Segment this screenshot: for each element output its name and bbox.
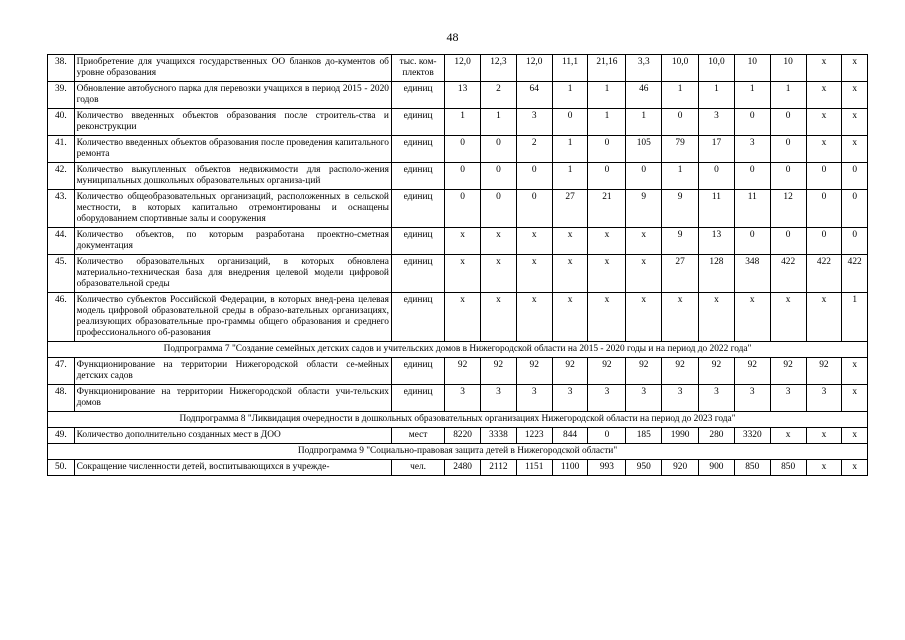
value-cell: х <box>516 228 552 255</box>
value-cell: 850 <box>734 460 770 476</box>
value-cell: 0 <box>770 163 806 190</box>
value-cell: 2480 <box>445 460 481 476</box>
value-cell: 1 <box>734 82 770 109</box>
value-cell: х <box>806 136 842 163</box>
value-cell: 92 <box>445 358 481 385</box>
value-cell: 2112 <box>481 460 517 476</box>
value-cell: 0 <box>445 190 481 228</box>
table-row <box>48 385 868 412</box>
value-cell: 1100 <box>552 460 588 476</box>
row-number: 48. <box>48 385 75 412</box>
value-cell: х <box>842 55 868 82</box>
value-cell: 17 <box>699 136 735 163</box>
value-cell: х <box>842 428 868 444</box>
value-cell: 0 <box>662 109 699 136</box>
value-cell: 0 <box>588 428 626 444</box>
value-cell: 1 <box>842 293 868 342</box>
value-cell: х <box>626 228 662 255</box>
unit-of-measure: единиц <box>391 109 444 136</box>
value-cell: 280 <box>699 428 735 444</box>
value-cell: 11 <box>699 190 735 228</box>
unit-of-measure: единиц <box>391 358 444 385</box>
value-cell: х <box>516 293 552 342</box>
value-cell: 1 <box>662 163 699 190</box>
unit-of-measure: единиц <box>391 82 444 109</box>
row-number: 42. <box>48 163 75 190</box>
value-cell: х <box>481 228 517 255</box>
indicator-description: Количество введенных объектов образования после строитель-ства и реконструкции <box>74 109 391 136</box>
value-cell: 950 <box>626 460 662 476</box>
value-cell: х <box>806 428 842 444</box>
table-body <box>48 55 868 476</box>
value-cell: 8220 <box>445 428 481 444</box>
value-cell: 0 <box>699 163 735 190</box>
value-cell: 1 <box>588 109 626 136</box>
value-cell: х <box>588 255 626 293</box>
value-cell: 0 <box>481 190 517 228</box>
value-cell: 2 <box>481 82 517 109</box>
value-cell: 92 <box>481 358 517 385</box>
value-cell: х <box>445 228 481 255</box>
row-number: 46. <box>48 293 75 342</box>
value-cell: х <box>588 293 626 342</box>
table-row <box>48 428 868 444</box>
value-cell: 9 <box>626 190 662 228</box>
table-row <box>48 255 868 293</box>
value-cell: 11,1 <box>552 55 588 82</box>
value-cell: 3 <box>588 385 626 412</box>
value-cell: 0 <box>588 163 626 190</box>
value-cell: 92 <box>516 358 552 385</box>
row-number: 41. <box>48 136 75 163</box>
value-cell: 1 <box>445 109 481 136</box>
value-cell: 79 <box>662 136 699 163</box>
row-number: 45. <box>48 255 75 293</box>
value-cell: 3 <box>699 109 735 136</box>
value-cell: 1 <box>770 82 806 109</box>
table-row <box>48 109 868 136</box>
value-cell: 0 <box>516 163 552 190</box>
value-cell: х <box>806 82 842 109</box>
value-cell: х <box>626 293 662 342</box>
value-cell: 12,0 <box>516 55 552 82</box>
value-cell: 92 <box>662 358 699 385</box>
value-cell: 850 <box>770 460 806 476</box>
value-cell: 185 <box>626 428 662 444</box>
value-cell: х <box>842 109 868 136</box>
row-number: 47. <box>48 358 75 385</box>
value-cell: 3 <box>516 385 552 412</box>
value-cell: х <box>806 293 842 342</box>
subprogram-row <box>48 342 868 358</box>
value-cell: 1 <box>552 136 588 163</box>
value-cell: х <box>552 255 588 293</box>
value-cell: х <box>445 293 481 342</box>
value-cell: х <box>445 255 481 293</box>
value-cell: 13 <box>699 228 735 255</box>
table-row <box>48 228 868 255</box>
value-cell: х <box>806 109 842 136</box>
table-row <box>48 190 868 228</box>
value-cell: 3 <box>770 385 806 412</box>
value-cell: х <box>481 255 517 293</box>
value-cell: 21 <box>588 190 626 228</box>
indicator-description: Количество субъектов Российской Федерации, в которых внед-рена целевая модель цифровой образовательной среды в образо-вательных организациях, реализующих образовательные про-граммы общего образования и среднего профессионального об-разования <box>74 293 391 342</box>
value-cell: 1 <box>699 82 735 109</box>
indicator-description: Приобретение для учащихся государственных ОО бланков до-кументов об уровне образования <box>74 55 391 82</box>
subprogram-title: Подпрограмма 7 "Создание семейных детских садов и учительских домов в Нижегородской области на 2015 - 2020 годы и на период до 2022 года" <box>48 342 868 358</box>
value-cell: 0 <box>770 109 806 136</box>
value-cell: 0 <box>770 228 806 255</box>
value-cell: х <box>516 255 552 293</box>
value-cell: 1 <box>626 109 662 136</box>
value-cell: х <box>806 460 842 476</box>
value-cell: 3 <box>516 109 552 136</box>
unit-of-measure: тыс. ком-плектов <box>391 55 444 82</box>
value-cell: 1 <box>552 163 588 190</box>
value-cell: 0 <box>445 163 481 190</box>
value-cell: 9 <box>662 190 699 228</box>
table-row <box>48 55 868 82</box>
value-cell: х <box>662 293 699 342</box>
value-cell: 1 <box>481 109 517 136</box>
value-cell: х <box>842 358 868 385</box>
value-cell: 13 <box>445 82 481 109</box>
value-cell: 0 <box>481 163 517 190</box>
value-cell: 3,3 <box>626 55 662 82</box>
value-cell: х <box>552 293 588 342</box>
table-row <box>48 460 868 476</box>
value-cell: х <box>770 293 806 342</box>
value-cell: 3 <box>699 385 735 412</box>
indicator-description: Количество выкупленных объектов недвижимости для располо-жения муниципальных дошкольных образовательных организа-ций <box>74 163 391 190</box>
value-cell: х <box>842 82 868 109</box>
row-number: 38. <box>48 55 75 82</box>
value-cell: 105 <box>626 136 662 163</box>
value-cell: 3 <box>806 385 842 412</box>
table-row <box>48 293 868 342</box>
value-cell: 0 <box>734 163 770 190</box>
value-cell: 1223 <box>516 428 552 444</box>
indicator-description: Количество введенных объектов образования после проведения капитального ремонта <box>74 136 391 163</box>
value-cell: 128 <box>699 255 735 293</box>
row-number: 49. <box>48 428 75 444</box>
unit-of-measure: единиц <box>391 255 444 293</box>
table-row <box>48 82 868 109</box>
value-cell: 1990 <box>662 428 699 444</box>
indicator-description: Функционирование на территории Нижегородской области се-мейных детских садов <box>74 358 391 385</box>
row-number: 50. <box>48 460 75 476</box>
value-cell: х <box>552 228 588 255</box>
value-cell: х <box>842 460 868 476</box>
value-cell: 3 <box>445 385 481 412</box>
subprogram-row <box>48 444 868 460</box>
value-cell: 3320 <box>734 428 770 444</box>
value-cell: 12,0 <box>445 55 481 82</box>
value-cell: 0 <box>734 228 770 255</box>
value-cell: х <box>806 55 842 82</box>
value-cell: 64 <box>516 82 552 109</box>
value-cell: х <box>842 385 868 412</box>
value-cell: 0 <box>842 228 868 255</box>
value-cell: 12,3 <box>481 55 517 82</box>
value-cell: 0 <box>806 163 842 190</box>
value-cell: х <box>770 428 806 444</box>
indicator-description: Количество объектов, по которым разработана проектно-сметная документация <box>74 228 391 255</box>
value-cell: 1151 <box>516 460 552 476</box>
value-cell: 0 <box>626 163 662 190</box>
unit-of-measure: единиц <box>391 385 444 412</box>
value-cell: 422 <box>770 255 806 293</box>
value-cell: 422 <box>806 255 842 293</box>
value-cell: 92 <box>588 358 626 385</box>
value-cell: х <box>734 293 770 342</box>
value-cell: 348 <box>734 255 770 293</box>
value-cell: 92 <box>770 358 806 385</box>
value-cell: 844 <box>552 428 588 444</box>
value-cell: 10 <box>734 55 770 82</box>
value-cell: 12 <box>770 190 806 228</box>
value-cell: 21,16 <box>588 55 626 82</box>
value-cell: 0 <box>770 136 806 163</box>
value-cell: 0 <box>806 228 842 255</box>
value-cell: 92 <box>626 358 662 385</box>
value-cell: 993 <box>588 460 626 476</box>
value-cell: 0 <box>842 163 868 190</box>
value-cell: х <box>842 136 868 163</box>
value-cell: 0 <box>516 190 552 228</box>
value-cell: х <box>481 293 517 342</box>
table-row <box>48 163 868 190</box>
value-cell: 46 <box>626 82 662 109</box>
value-cell: 3 <box>481 385 517 412</box>
value-cell: 10,0 <box>699 55 735 82</box>
row-number: 39. <box>48 82 75 109</box>
indicator-description: Количество образовательных организаций, в которых обновлена материально-техническая база для внедрения целевой модели цифровой образовательной среды <box>74 255 391 293</box>
value-cell: 11 <box>734 190 770 228</box>
page-number: 48 <box>446 30 459 44</box>
value-cell: х <box>699 293 735 342</box>
value-cell: 0 <box>552 109 588 136</box>
row-number: 44. <box>48 228 75 255</box>
value-cell: 10,0 <box>662 55 699 82</box>
indicator-description: Сокращение численности детей, воспитывающихся в учрежде- <box>74 460 391 476</box>
value-cell: 900 <box>699 460 735 476</box>
indicator-description: Количество общеобразовательных организаций, расположенных в сельской местности, в которых капитально отремонтированы и оснащены оборудованием спортивные залы и сооружения <box>74 190 391 228</box>
value-cell: 3 <box>734 136 770 163</box>
value-cell: 920 <box>662 460 699 476</box>
value-cell: 0 <box>734 109 770 136</box>
unit-of-measure: чел. <box>391 460 444 476</box>
value-cell: 1 <box>662 82 699 109</box>
value-cell: х <box>626 255 662 293</box>
value-cell: 3 <box>734 385 770 412</box>
unit-of-measure: единиц <box>391 136 444 163</box>
value-cell: 27 <box>552 190 588 228</box>
table-row <box>48 136 868 163</box>
value-cell: 3 <box>662 385 699 412</box>
value-cell: 92 <box>806 358 842 385</box>
value-cell: 10 <box>770 55 806 82</box>
table-row <box>48 358 868 385</box>
subprogram-row <box>48 412 868 428</box>
value-cell: х <box>588 228 626 255</box>
value-cell: 92 <box>552 358 588 385</box>
subprogram-title: Подпрограмма 9 "Социально-правовая защита детей в Нижегородской области" <box>48 444 868 460</box>
unit-of-measure: единиц <box>391 190 444 228</box>
row-number: 40. <box>48 109 75 136</box>
value-cell: 3 <box>626 385 662 412</box>
unit-of-measure: единиц <box>391 293 444 342</box>
unit-of-measure: единиц <box>391 163 444 190</box>
indicators-table <box>47 54 868 476</box>
value-cell: 3 <box>552 385 588 412</box>
value-cell: 0 <box>481 136 517 163</box>
value-cell: 27 <box>662 255 699 293</box>
indicator-description: Обновление автобусного парка для перевозки учащихся в период 2015 - 2020 годов <box>74 82 391 109</box>
unit-of-measure: мест <box>391 428 444 444</box>
value-cell: 9 <box>662 228 699 255</box>
value-cell: 0 <box>842 190 868 228</box>
value-cell: 1 <box>588 82 626 109</box>
value-cell: 92 <box>699 358 735 385</box>
value-cell: 92 <box>734 358 770 385</box>
value-cell: 1 <box>552 82 588 109</box>
indicator-description: Количество дополнительно созданных мест в ДОО <box>74 428 391 444</box>
unit-of-measure: единиц <box>391 228 444 255</box>
row-number: 43. <box>48 190 75 228</box>
value-cell: 2 <box>516 136 552 163</box>
value-cell: 422 <box>842 255 868 293</box>
value-cell: 0 <box>445 136 481 163</box>
indicator-description: Функционирование на территории Нижегородской области учи-тельских домов <box>74 385 391 412</box>
value-cell: 3338 <box>481 428 517 444</box>
subprogram-title: Подпрограмма 8 "Ликвидация очередности в дошкольных образовательных организациях Нижегородской области на период до 2023 года" <box>48 412 868 428</box>
value-cell: 0 <box>806 190 842 228</box>
value-cell: 0 <box>588 136 626 163</box>
